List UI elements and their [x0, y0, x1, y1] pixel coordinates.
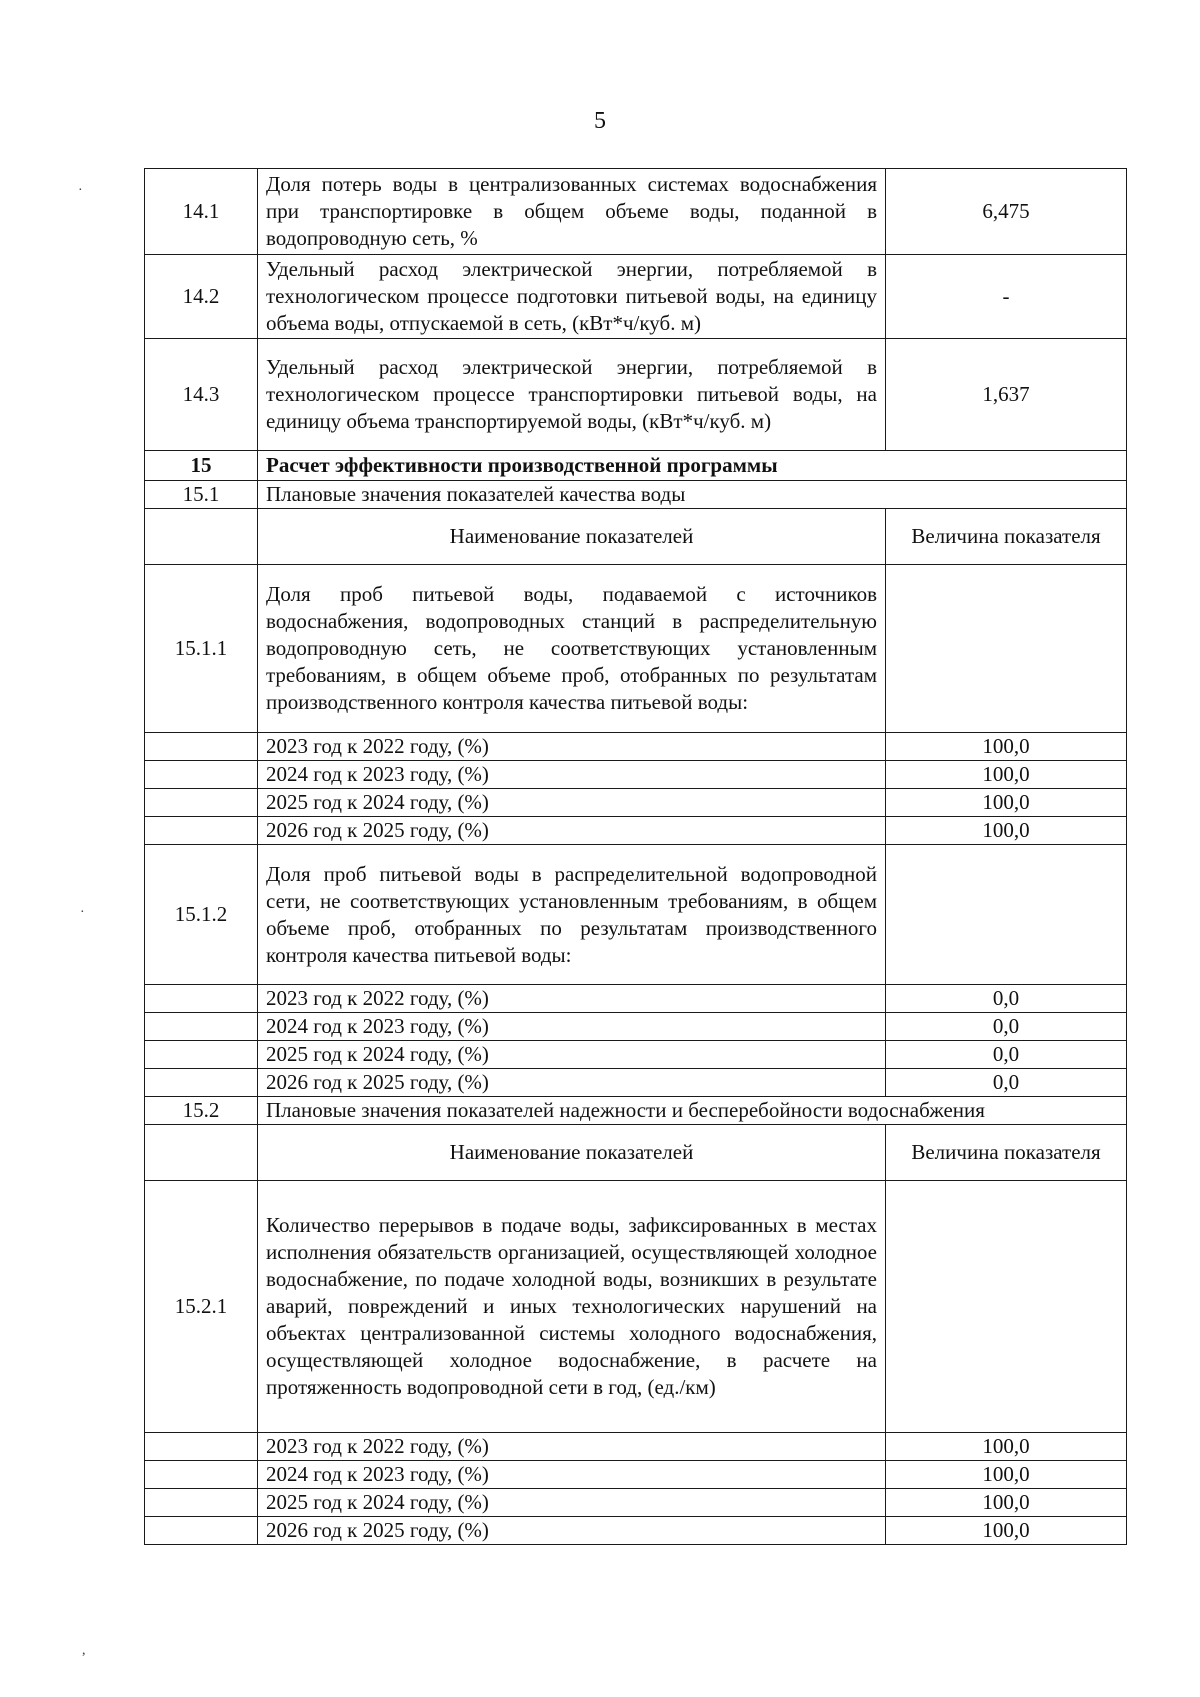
empty-cell [145, 985, 258, 1013]
year-value: 0,0 [886, 1041, 1127, 1069]
empty-cell [145, 1013, 258, 1041]
column-header-name: Наименование показателей [258, 509, 886, 565]
year-row [145, 1041, 1127, 1069]
year-row [145, 733, 1127, 761]
row-description: Удельный расход электрической энергии, потребляемой в технологическом процессе подготовки питьевой воды, на единицу объема воды, отпускаемой в сеть, (кВт*ч/куб. м) [258, 255, 886, 339]
year-row [145, 789, 1127, 817]
year-value: 100,0 [886, 789, 1127, 817]
scan-speck: · [80, 905, 85, 920]
year-value: 0,0 [886, 1013, 1127, 1041]
empty-cell [145, 1489, 258, 1517]
subsection-number: 15.2 [145, 1097, 258, 1125]
year-value: 100,0 [886, 761, 1127, 789]
empty-cell [145, 1461, 258, 1489]
year-label: 2025 год к 2024 году, (%) [258, 789, 886, 817]
year-value: 0,0 [886, 1069, 1127, 1097]
year-row [145, 1461, 1127, 1489]
year-label: 2025 год к 2024 году, (%) [258, 1041, 886, 1069]
row-value: - [886, 255, 1127, 339]
column-header-row [145, 1125, 1127, 1181]
year-row [145, 817, 1127, 845]
empty-cell [886, 1181, 1127, 1433]
column-header-name: Наименование показателей [258, 1125, 886, 1181]
year-label: 2023 год к 2022 году, (%) [258, 985, 886, 1013]
year-row [145, 985, 1127, 1013]
indicator-description: Доля проб питьевой воды, подаваемой с источников водоснабжения, водопроводных станций в распределительную водопроводную сеть, не соответствующих установленным требованиям, в общем объеме проб, отобранных по результатам производственного контроля качества питьевой воды: [258, 565, 886, 733]
year-label: 2024 год к 2023 году, (%) [258, 1013, 886, 1041]
year-value: 100,0 [886, 1461, 1127, 1489]
year-label: 2026 год к 2025 году, (%) [258, 817, 886, 845]
year-label: 2024 год к 2023 году, (%) [258, 761, 886, 789]
year-value: 100,0 [886, 817, 1127, 845]
subsection-row [145, 481, 1127, 509]
section-row [145, 451, 1127, 481]
indicator-row [145, 565, 1127, 733]
empty-cell [145, 1041, 258, 1069]
empty-cell [145, 789, 258, 817]
year-value: 100,0 [886, 1517, 1127, 1545]
empty-cell [145, 509, 258, 565]
year-label: 2024 год к 2023 году, (%) [258, 1461, 886, 1489]
row-value: 1,637 [886, 339, 1127, 451]
year-label: 2026 год к 2025 году, (%) [258, 1517, 886, 1545]
year-value: 100,0 [886, 1489, 1127, 1517]
subsection-title: Плановые значения показателей надежности и бесперебойности водоснабжения [258, 1097, 1127, 1125]
year-value: 0,0 [886, 985, 1127, 1013]
empty-cell [145, 1069, 258, 1097]
empty-cell [145, 761, 258, 789]
subsection-title: Плановые значения показателей качества воды [258, 481, 1127, 509]
year-row [145, 1013, 1127, 1041]
indicator-row [145, 1181, 1127, 1433]
indicator-number: 15.1.1 [145, 565, 258, 733]
indicator-row [145, 845, 1127, 985]
year-label: 2023 год к 2022 году, (%) [258, 1433, 886, 1461]
year-row [145, 1433, 1127, 1461]
indicators-table [144, 168, 1127, 1545]
year-value: 100,0 [886, 1433, 1127, 1461]
section-title: Расчет эффективности производственной программы [258, 451, 1127, 481]
indicator-description: Доля проб питьевой воды в распределительной водопроводной сети, не соответствующих установленным требованиям, в общем объеме проб, отобранных по результатам производственного контроля качества питьевой воды: [258, 845, 886, 985]
page-number: 5 [594, 108, 606, 134]
row-value: 6,475 [886, 169, 1127, 255]
empty-cell [145, 733, 258, 761]
year-row [145, 1069, 1127, 1097]
table-row [145, 339, 1127, 451]
scan-speck: · [78, 183, 83, 198]
empty-cell [145, 1433, 258, 1461]
year-row [145, 761, 1127, 789]
empty-cell [145, 817, 258, 845]
empty-cell [886, 845, 1127, 985]
scan-speck: , [82, 1643, 86, 1658]
indicator-description: Количество перерывов в подаче воды, зафиксированных в местах исполнения обязательств организацией, осуществляющей холодное водоснабжение, по подаче холодной воды, возникших в результате аварий, повреждений и иных технологических нарушений на объектах централизованной системы холодного водоснабжения, осуществляющей холодное водоснабжение, в расчете на протяженность водопроводной сети в год, (ед./км) [258, 1181, 886, 1433]
row-number: 14.2 [145, 255, 258, 339]
row-number: 14.1 [145, 169, 258, 255]
indicator-number: 15.2.1 [145, 1181, 258, 1433]
subsection-row [145, 1097, 1127, 1125]
subsection-number: 15.1 [145, 481, 258, 509]
indicator-number: 15.1.2 [145, 845, 258, 985]
year-label: 2026 год к 2025 году, (%) [258, 1069, 886, 1097]
row-number: 14.3 [145, 339, 258, 451]
column-header-value: Величина показателя [886, 1125, 1127, 1181]
column-header-row [145, 509, 1127, 565]
year-label: 2023 год к 2022 году, (%) [258, 733, 886, 761]
row-description: Доля потерь воды в централизованных системах водоснабжения при транспортировке в общем объеме воды, поданной в водопроводную сеть, % [258, 169, 886, 255]
table-row [145, 169, 1127, 255]
section-number: 15 [145, 451, 258, 481]
empty-cell [886, 565, 1127, 733]
table-row [145, 255, 1127, 339]
column-header-value: Величина показателя [886, 509, 1127, 565]
year-value: 100,0 [886, 733, 1127, 761]
year-label: 2025 год к 2024 году, (%) [258, 1489, 886, 1517]
empty-cell [145, 1517, 258, 1545]
year-row [145, 1517, 1127, 1545]
row-description: Удельный расход электрической энергии, потребляемой в технологическом процессе транспортировки питьевой воды, на единицу объема транспортируемой воды, (кВт*ч/куб. м) [258, 339, 886, 451]
year-row [145, 1489, 1127, 1517]
empty-cell [145, 1125, 258, 1181]
